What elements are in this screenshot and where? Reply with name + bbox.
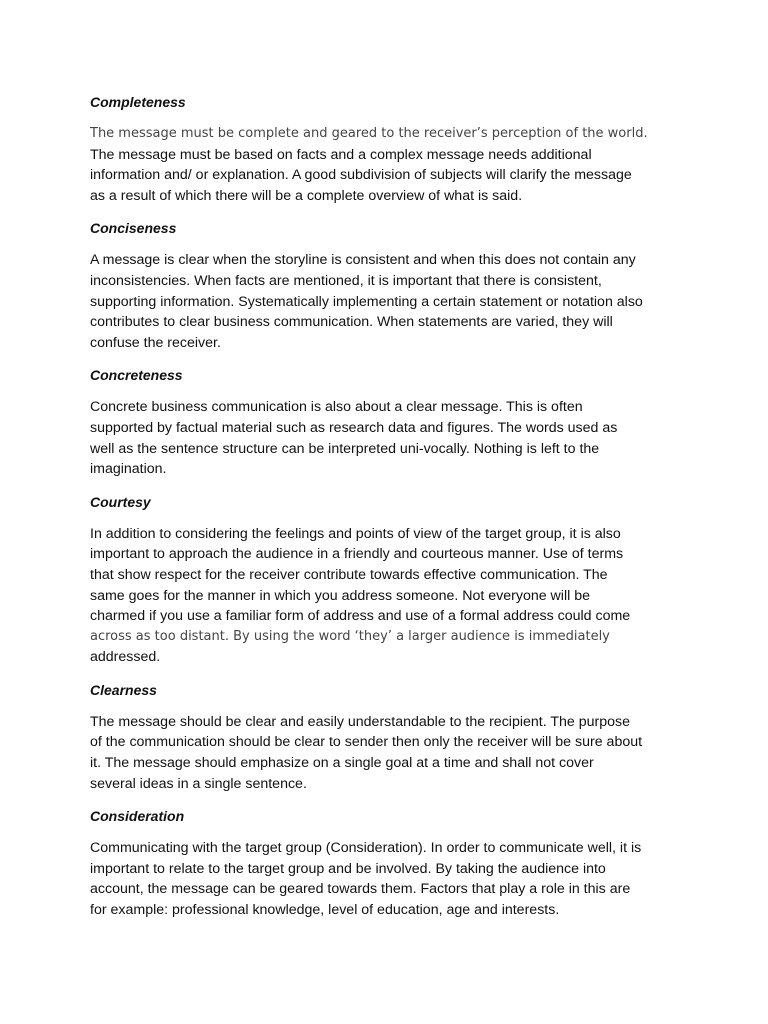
paragraph-line: Concrete business communication is also about a clear message. This is often xyxy=(90,399,583,416)
section-consideration xyxy=(90,806,690,920)
paragraph-line: as a result of which there will be a complete overview of what is said. xyxy=(90,187,523,204)
paragraph-line: imagination. xyxy=(90,461,167,478)
section-heading: Courtesy xyxy=(90,493,151,510)
section-heading: Clearness xyxy=(90,681,157,698)
paragraph-line: of the communication should be clear to sender then only the receiver will be sure about xyxy=(90,734,643,751)
paragraph-line: The message must be based on facts and a complex message needs additional xyxy=(90,146,592,163)
section-paragraph xyxy=(90,397,690,479)
paragraph-line: addressed. xyxy=(90,649,161,666)
paragraph-line: confuse the receiver. xyxy=(90,334,221,351)
paragraph-line: charmed if you use a familiar form of address and use of a formal address could come xyxy=(90,608,631,625)
paragraph-line: it. The message should emphasize on a single goal at a time and shall not cover xyxy=(90,755,594,772)
section-concreteness xyxy=(90,365,690,479)
section-paragraph xyxy=(90,250,690,353)
section-completeness xyxy=(90,92,690,206)
paragraph-line: that show respect for the receiver contribute towards effective communication. The xyxy=(90,566,608,583)
paragraph-line: supporting information. Systematically implementing a certain statement or notation also xyxy=(90,293,643,310)
paragraph-line: The message should be clear and easily understandable to the recipient. The purpose xyxy=(90,713,630,730)
section-conciseness xyxy=(90,218,690,353)
paragraph-line: A message is clear when the storyline is consistent and when this does not contain any xyxy=(90,252,636,269)
paragraph-line: same goes for the manner in which you address someone. Not everyone will be xyxy=(90,587,590,604)
section-heading: Concreteness xyxy=(90,367,183,384)
paragraph-line: contributes to clear business communication. When statements are varied, they will xyxy=(90,314,613,331)
section-heading: Consideration xyxy=(90,808,185,825)
paragraph-line: important to relate to the target group and be involved. By taking the audience into xyxy=(90,860,606,877)
paragraph-line: account, the message can be geared towards them. Factors that play a role in this are xyxy=(90,881,631,898)
paragraph-line: across as too distant. By using the word ‘they’ a larger audience is immediately xyxy=(90,628,610,644)
paragraph-line: In addition to considering the feelings and points of view of the target group, it is also xyxy=(90,525,621,542)
paragraph-line: The message must be complete and geared to the receiver’s perception of the world. xyxy=(90,126,648,141)
paragraph-line: Communicating with the target group (Consideration). In order to communicate well, it is xyxy=(90,840,642,857)
paragraph-line: several ideas in a single sentence. xyxy=(90,775,307,792)
paragraph-line: inconsistencies. When facts are mentioned, it is important that there is consistent, xyxy=(90,272,602,289)
section-paragraph xyxy=(90,124,690,206)
paragraph-line: for example: professional knowledge, level of education, age and interests. xyxy=(90,902,560,919)
paragraph-line: well as the sentence structure can be interpreted uni-vocally. Nothing is left to the xyxy=(90,440,600,457)
section-clearness xyxy=(90,680,690,794)
section-heading: Conciseness xyxy=(90,220,177,237)
section-paragraph xyxy=(90,524,690,668)
document-body xyxy=(90,92,690,933)
section-heading: Completeness xyxy=(90,94,186,110)
section-paragraph xyxy=(90,838,690,920)
paragraph-line: important to approach the audience in a friendly and courteous manner. Use of terms xyxy=(90,546,624,563)
section-paragraph xyxy=(90,712,690,794)
paragraph-line: supported by factual material such as research data and figures. The words used as xyxy=(90,419,618,436)
paragraph-line: information and/ or explanation. A good subdivision of subjects will clarify the message xyxy=(90,167,632,184)
section-courtesy xyxy=(90,492,690,668)
